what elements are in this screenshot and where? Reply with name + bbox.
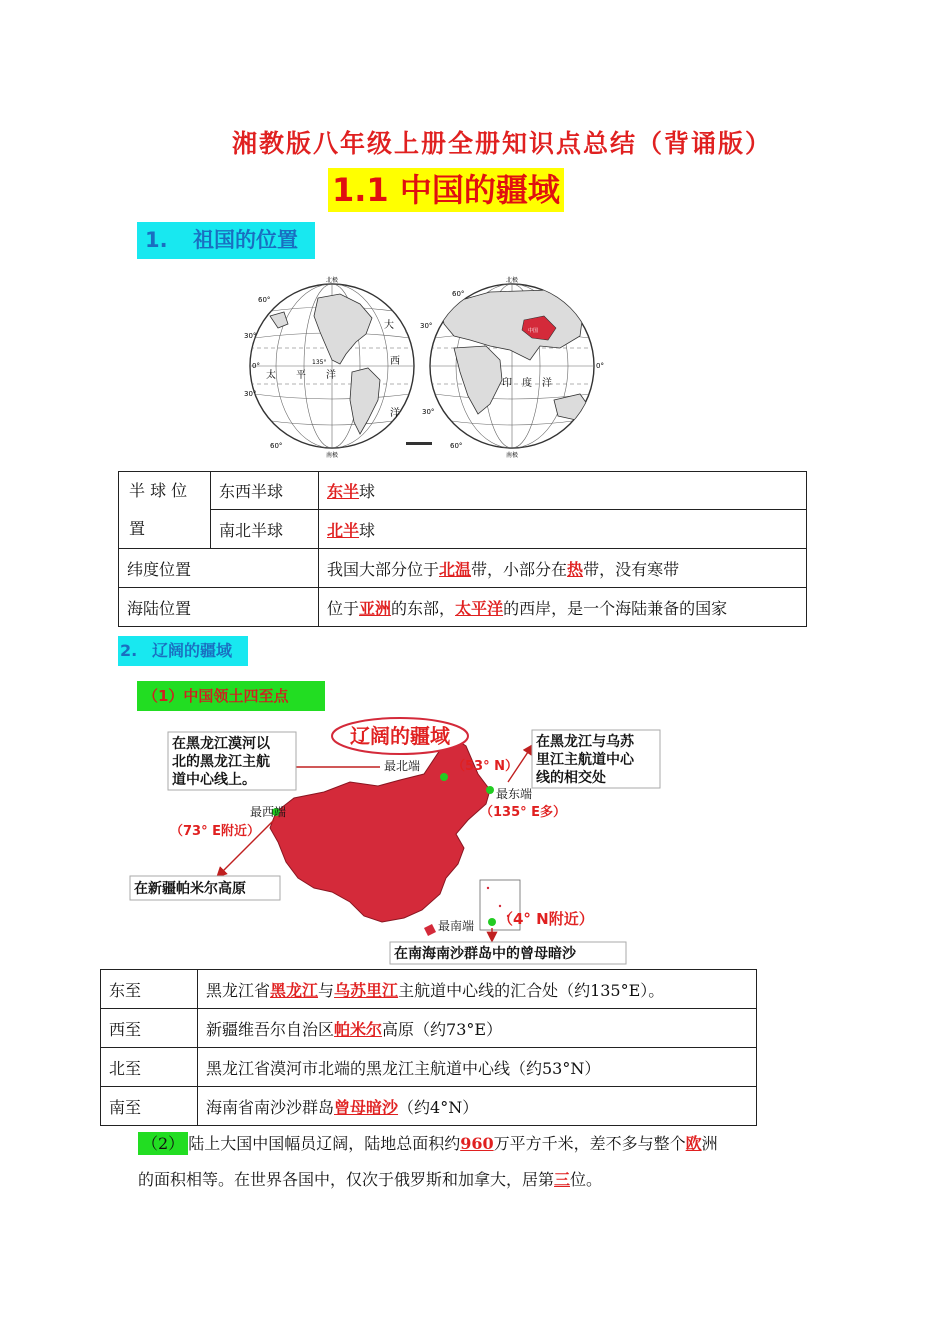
svg-text:在黑龙江漠河以: 在黑龙江漠河以: [172, 736, 270, 752]
scale-bar: [406, 442, 432, 445]
lat-label: 0°: [252, 362, 260, 370]
section-title: 祖国的位置: [193, 228, 298, 252]
west-note-box: [130, 876, 280, 900]
west-extreme: [170, 804, 286, 876]
svg-text:线的相交处: 线的相交处: [536, 770, 606, 786]
subheading-extremes: （1）中国领土四至点: [137, 681, 325, 711]
svg-text:最西端: 最西端: [250, 805, 287, 819]
south-pole-label: 南极: [505, 452, 519, 458]
hemisphere-label: 半 球 位 置: [119, 472, 211, 549]
ocean-label: 平: [296, 370, 306, 381]
paragraph-tag: （2）: [138, 1132, 188, 1155]
lat-label: 30°: [420, 322, 433, 330]
land-sea-value: 位于亚洲的东部，太平洋的西岸，是一个海陆兼备的国家: [319, 588, 807, 627]
eastern-hemisphere-globe: [420, 276, 604, 458]
ocean-label: 洋: [390, 408, 400, 419]
north-pole-label: 北极: [325, 277, 339, 284]
svg-text:辽阔的疆域: 辽阔的疆域: [350, 724, 450, 748]
ocean-label: 洋: [542, 378, 552, 389]
map-banner: [332, 718, 468, 754]
lon-label: 135°: [312, 359, 327, 366]
paragraph-line-2: 的面积相等。在世界各国中，仅次于俄罗斯和加拿大，居第三位。: [138, 1170, 603, 1189]
section-number: 2.: [120, 641, 138, 660]
lat-label: 30°: [244, 332, 257, 340]
ew-hemisphere-value: 东半球: [319, 472, 807, 510]
south-extreme: [438, 910, 594, 940]
section-number: 1.: [145, 228, 168, 252]
north-key: 北至: [101, 1048, 198, 1087]
lat-label: 60°: [258, 296, 271, 304]
lat-label: 60°: [452, 290, 465, 298]
ocean-label: 度: [522, 378, 532, 389]
chapter-title: 1.1 中国的疆域: [328, 168, 564, 212]
svg-text:最北端: 最北端: [384, 759, 421, 773]
lat-label: 30°: [244, 390, 257, 398]
paragraph-line-1: （2） 陆上大国中国幅员辽阔，陆地总面积约960万平方千米，差不多与整个欧洲: [138, 1126, 828, 1162]
svg-text:（53° N）: （53° N）: [452, 759, 518, 774]
svg-text:（4° N附近）: （4° N附近）: [498, 910, 594, 928]
lat-label: 30°: [422, 408, 435, 416]
south-pole-label: 南极: [325, 452, 339, 458]
document-title: 湘教版八年级上册全册知识点总结（背诵版）: [232, 129, 773, 158]
latitude-value: 我国大部分位于北温带，小部分在热带，没有寒带: [319, 549, 807, 588]
svg-text:道中心线上。: 道中心线上。: [172, 772, 256, 788]
lat-label: 0°: [596, 362, 604, 370]
ocean-label: 大: [384, 320, 394, 331]
latitude-key: 纬度位置: [119, 549, 319, 588]
lat-label: 60°: [450, 442, 463, 450]
north-extreme: [278, 758, 518, 781]
section-heading-position: [137, 222, 315, 259]
country-label: 中国: [528, 328, 539, 334]
west-key: 西至: [101, 1009, 198, 1048]
ns-hemisphere-value: 北半球: [319, 510, 807, 549]
east-key: 东至: [101, 970, 198, 1009]
east-value: 黑龙江省黑龙江与乌苏里江主航道中心线的汇合处（约135°E）。: [198, 970, 757, 1009]
svg-text:在黑龙江与乌苏: 在黑龙江与乌苏: [536, 734, 634, 750]
hemisphere-globes: [240, 276, 612, 458]
extremes-table: [100, 969, 757, 1126]
western-hemisphere-globe: [244, 276, 414, 458]
svg-text:（73° E附近）: （73° E附近）: [170, 824, 260, 839]
svg-text:（135° E多）: （135° E多）: [480, 805, 567, 820]
ocean-label: 西: [390, 356, 400, 367]
south-key: 南至: [101, 1087, 198, 1126]
north-pole-label: 北极: [505, 277, 519, 284]
ocean-label: 印: [502, 378, 512, 389]
south-note-box: [390, 942, 626, 964]
position-table: [118, 471, 807, 627]
svg-text:在新疆帕米尔高原: 在新疆帕米尔高原: [134, 881, 246, 897]
svg-text:最东端: 最东端: [496, 787, 533, 801]
north-value: 黑龙江省漠河市北端的黑龙江主航道中心线（约53°N）: [198, 1048, 757, 1087]
svg-text:最南端: 最南端: [438, 919, 475, 933]
ns-hemisphere-key: 南北半球: [211, 510, 319, 549]
section-title: 辽阔的疆域: [152, 641, 233, 660]
ocean-label: 洋: [326, 370, 336, 381]
svg-text:北的黑龙江主航: 北的黑龙江主航: [172, 754, 270, 770]
area-paragraph: [138, 1126, 828, 1198]
land-sea-key: 海陆位置: [119, 588, 319, 627]
south-value: 海南省南沙沙群岛曾母暗沙（约4°N）: [198, 1087, 757, 1126]
svg-text:里江主航道中心: 里江主航道中心: [536, 752, 634, 768]
section-heading-territory: [118, 636, 248, 666]
hainan-island: [424, 924, 436, 936]
east-note-box: [532, 730, 660, 788]
ocean-label: 太: [266, 370, 276, 381]
north-note-box: [168, 732, 296, 790]
ew-hemisphere-key: 东西半球: [211, 472, 319, 510]
lat-label: 60°: [270, 442, 283, 450]
china-extremes-map: [128, 716, 668, 966]
svg-text:在南海南沙群岛中的曾母暗沙: 在南海南沙群岛中的曾母暗沙: [394, 946, 576, 962]
west-value: 新疆维吾尔自治区帕米尔高原（约73°E）: [198, 1009, 757, 1048]
